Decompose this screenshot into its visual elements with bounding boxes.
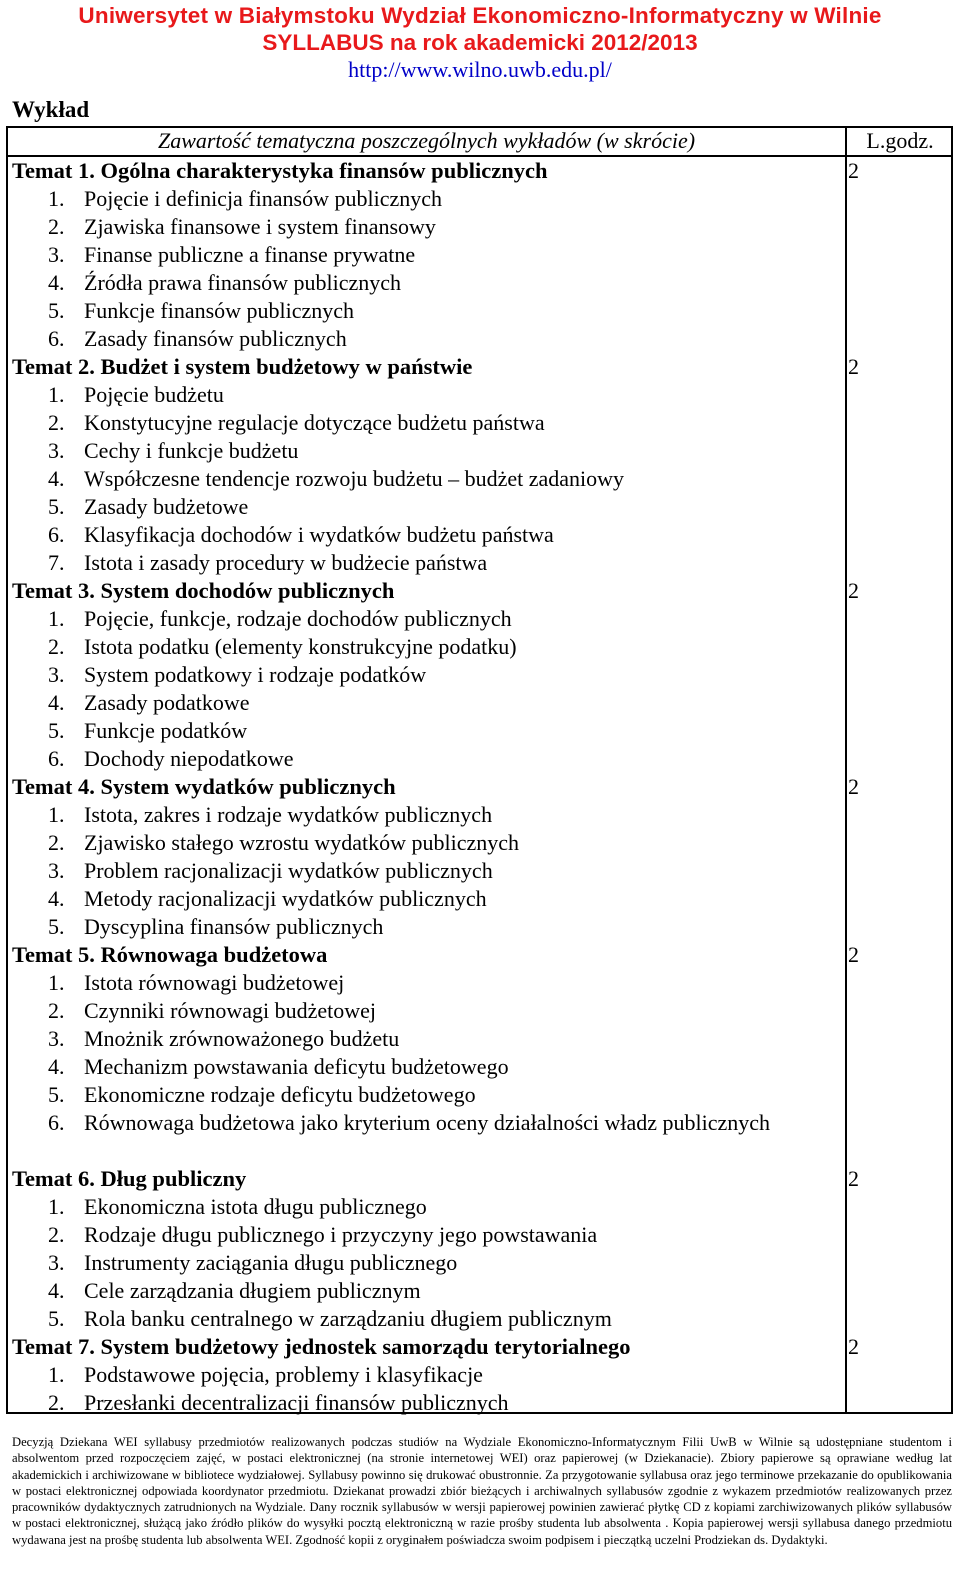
item-text: Istota, zakres i rodzaje wydatków publicznych (84, 802, 493, 827)
topic-item (12, 521, 840, 549)
item-text: Dochody niepodatkowe (84, 746, 294, 771)
topic-item (12, 689, 840, 717)
footer-note: Decyzją Dziekana WEI syllabusy przedmiotów realizowanych podczas studiów na Wydziale Ekonomiczno-Informatycznym Filii UwB w Wilnie są udostępniane studentom i absolwentom przed rozpoczęciem zajęć, w postaci elektronicznej (na stronie internetowej WEI) oraz papierowej (w Dziekanacie). Zbiory papierowe są oprawiane według lat akademickich i archiwizowane w bibliotece wydziałowej. Syllabusy powinno się drukować obustronnie. Za przygotowanie syllabusa oraz jego terminowe przekazanie do opublikowania w postaci elektronicznej odpowiada koordynator przedmiotu. Dziekanat prowadzi zbiór bieżących i archiwalnych syllabusów zgodnie z wykazem przedmiotów realizowanych przez pracowników dydaktycznych zatrudnionych na Wydziale. Dany rocznik syllabusów w wersji papierowej powinien zawierać płytkę CD z kopiami zarchiwizowanych plików syllabusów w postaci elektronicznej, służącą jako źródło plików do wysyłki pocztą elektroniczną w razie prośby studenta lub absolwenta . Kopia papierowej wersji syllabusa danego przedmiotu wydawana jest na prośbę studenta lub absolwenta WEI. Zgodność kopii z oryginałem poświadcza swoim podpisem i pieczątką uczelni Prodziekan ds. Dydaktyki. (12, 1435, 952, 1547)
topic-title-text: Temat 6. Dług publiczny (12, 1166, 247, 1191)
topic-hours: 2 (848, 578, 859, 603)
item-text: Zjawiska finansowe i system finansowy (84, 214, 436, 239)
item-number: 4. (48, 270, 65, 295)
topic-item (12, 1193, 840, 1221)
item-text: Cele zarządzania długiem publicznym (84, 1278, 421, 1303)
item-number: 1. (48, 606, 65, 631)
item-number: 1. (48, 970, 65, 995)
item-text: Równowaga budżetowa jako kryterium oceny działalności władz publicznych (84, 1110, 771, 1135)
item-number: 2. (48, 214, 65, 239)
topic-item (12, 493, 840, 521)
topic-item (12, 857, 840, 885)
topic-item (12, 381, 840, 409)
item-text: Klasyfikacja dochodów i wydatków budżetu państwa (84, 522, 554, 547)
item-number: 1. (48, 1362, 65, 1387)
topic-item (12, 969, 840, 997)
item-number: 3. (48, 242, 65, 267)
topic-hours: 2 (848, 1166, 859, 1191)
item-number: 3. (48, 858, 65, 883)
item-text: Cechy i funkcje budżetu (84, 438, 299, 463)
item-number: 1. (48, 186, 65, 211)
item-number: 3. (48, 1250, 65, 1275)
topic-item (12, 1305, 840, 1333)
topic-item (12, 633, 840, 661)
syllabus-year-header: SYLLABUS na rok akademicki 2012/2013 (262, 30, 698, 55)
topic-title-text: Temat 3. System dochodów publicznych (12, 578, 395, 603)
item-number: 4. (48, 466, 65, 491)
topic-item (12, 297, 840, 325)
item-number: 1. (48, 382, 65, 407)
topic-item (12, 213, 840, 241)
topic-title (12, 773, 859, 801)
item-text: Funkcje podatków (84, 718, 248, 743)
topic-item (12, 717, 840, 745)
item-text: Mechanizm powstawania deficytu budżetowego (84, 1054, 509, 1079)
item-number: 2. (48, 830, 65, 855)
item-number: 2. (48, 1390, 65, 1415)
university-header: Uniwersytet w Białymstoku Wydział Ekonomiczno-Informatyczny w Wilnie (78, 3, 882, 28)
topic-item (12, 1025, 840, 1053)
item-text: Współczesne tendencje rozwoju budżetu – budżet zadaniowy (84, 466, 625, 491)
item-text: Czynniki równowagi budżetowej (84, 998, 377, 1023)
item-number: 2. (48, 1222, 65, 1247)
item-text: Mnożnik zrównoważonego budżetu (84, 1026, 400, 1051)
topic-title-text: Temat 4. System wydatków publicznych (12, 774, 396, 799)
topic-hours: 2 (848, 354, 859, 379)
item-text: Pojęcie, funkcje, rodzaje dochodów publicznych (84, 606, 512, 631)
item-number: 5. (48, 1082, 65, 1107)
item-number: 2. (48, 410, 65, 435)
topic-item (12, 745, 840, 773)
section-title: Wykład (12, 97, 90, 122)
item-text: Istota i zasady procedury w budżecie państwa (84, 550, 488, 575)
topic-item (12, 1389, 840, 1417)
topic-item (12, 549, 840, 577)
website-link[interactable]: http://www.wilno.uwb.edu.pl/ (348, 57, 612, 82)
item-number: 4. (48, 886, 65, 911)
item-text: Źródła prawa finansów publicznych (84, 270, 402, 295)
item-number: 5. (48, 494, 65, 519)
topic-item (12, 269, 840, 297)
item-number: 4. (48, 1054, 65, 1079)
item-text: Dyscyplina finansów publicznych (84, 914, 384, 939)
topic-hours: 2 (848, 774, 859, 799)
item-text: Zjawisko stałego wzrostu wydatków publicznych (84, 830, 520, 855)
topic-item (12, 605, 840, 633)
item-text: Pojęcie budżetu (84, 382, 224, 407)
item-number: 3. (48, 1026, 65, 1051)
item-number: 6. (48, 522, 65, 547)
item-text: Ekonomiczna istota długu publicznego (84, 1194, 427, 1219)
topic-title-text: Temat 2. Budżet i system budżetowy w państwie (12, 354, 473, 379)
item-number: 3. (48, 438, 65, 463)
topic-title (12, 941, 859, 969)
topic-title-text: Temat 5. Równowaga budżetowa (12, 942, 328, 967)
item-text: System podatkowy i rodzaje podatków (84, 662, 427, 687)
topics-list (12, 157, 859, 1417)
item-text: Podstawowe pojęcia, problemy i klasyfikacje (84, 1362, 483, 1387)
item-number: 2. (48, 634, 65, 659)
topic-title (12, 1333, 859, 1361)
item-number: 6. (48, 746, 65, 771)
topic-item (12, 465, 840, 493)
topic-item (12, 885, 840, 913)
item-text: Pojęcie i definicja finansów publicznych (84, 186, 442, 211)
topic-item (12, 185, 840, 213)
topic-title (12, 1165, 859, 1193)
topic-item (12, 829, 840, 857)
topic-item (12, 997, 840, 1025)
item-number: 5. (48, 718, 65, 743)
item-number: 1. (48, 802, 65, 827)
topic-item (12, 437, 840, 465)
item-number: 5. (48, 298, 65, 323)
item-number: 4. (48, 1278, 65, 1303)
item-text: Rodzaje długu publicznego i przyczyny jego powstawania (84, 1222, 598, 1247)
item-text: Przesłanki decentralizacji finansów publicznych (84, 1390, 509, 1415)
item-text: Zasady finansów publicznych (84, 326, 347, 351)
item-number: 3. (48, 662, 65, 687)
topic-item (12, 1361, 840, 1389)
topic-title (12, 577, 859, 605)
item-text: Ekonomiczne rodzaje deficytu budżetowego (84, 1082, 476, 1107)
item-text: Zasady podatkowe (84, 690, 250, 715)
item-text: Instrumenty zaciągania długu publicznego (84, 1250, 458, 1275)
topic-item (12, 1277, 840, 1305)
topic-item (12, 1081, 840, 1109)
item-number: 6. (48, 326, 65, 351)
item-text: Konstytucyjne regulacje dotyczące budżetu państwa (84, 410, 545, 435)
item-text: Istota równowagi budżetowej (84, 970, 345, 995)
topic-title-text: Temat 1. Ogólna charakterystyka finansów publicznych (12, 158, 548, 183)
item-text: Rola banku centralnego w zarządzaniu długiem publicznym (84, 1306, 612, 1331)
topic-hours: 2 (848, 942, 859, 967)
column-header-hours: L.godz. (866, 128, 934, 153)
item-number: 6. (48, 1110, 65, 1135)
column-divider (845, 126, 847, 1414)
item-text: Istota podatku (elementy konstrukcyjne podatku) (84, 634, 517, 659)
item-text: Zasady budżetowe (84, 494, 249, 519)
item-number: 4. (48, 690, 65, 715)
item-number: 2. (48, 998, 65, 1023)
item-text: Finanse publiczne a finanse prywatne (84, 242, 416, 267)
item-number: 7. (48, 550, 65, 575)
item-number: 1. (48, 1194, 65, 1219)
item-text: Metody racjonalizacji wydatków publicznych (84, 886, 487, 911)
topic-item (12, 661, 840, 689)
topic-item (12, 325, 840, 353)
topic-item (12, 1053, 840, 1081)
topic-item (12, 1249, 840, 1277)
topic-item (12, 1109, 840, 1165)
topic-item (12, 241, 840, 269)
item-text: Problem racjonalizacji wydatków publicznych (84, 858, 493, 883)
topic-title (12, 157, 859, 185)
topic-item (12, 1221, 840, 1249)
topic-title (12, 353, 859, 381)
item-text: Funkcje finansów publicznych (84, 298, 355, 323)
column-header-content: Zawartość tematyczna poszczególnych wykładów (w skrócie) (157, 128, 696, 153)
topic-item (12, 801, 840, 829)
item-number: 5. (48, 1306, 65, 1331)
topic-item (12, 409, 840, 437)
item-number: 5. (48, 914, 65, 939)
topic-hours: 2 (848, 1334, 859, 1359)
topic-hours: 2 (848, 158, 859, 183)
topic-title-text: Temat 7. System budżetowy jednostek samorządu terytorialnego (12, 1334, 631, 1359)
topic-item (12, 913, 840, 941)
